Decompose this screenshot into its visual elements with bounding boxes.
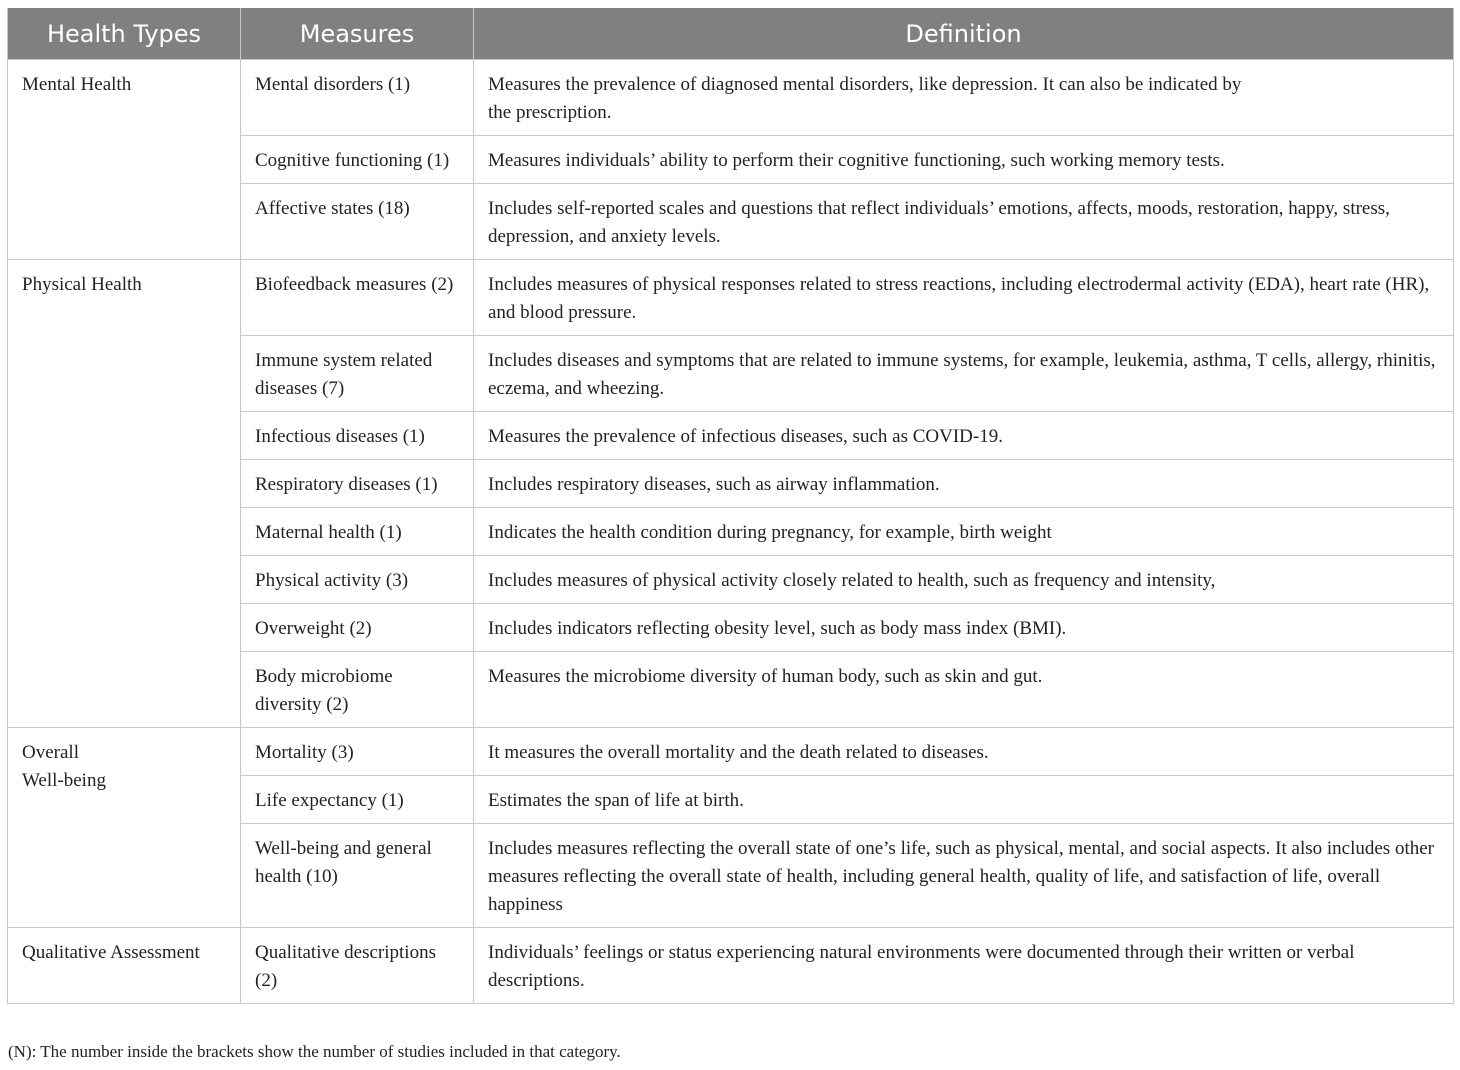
measure-cell: Immune system related diseases (7) bbox=[241, 336, 474, 412]
health-type-cell: Overall Well-being bbox=[8, 728, 241, 928]
measure-cell: Mortality (3) bbox=[241, 728, 474, 776]
measure-cell: Respiratory diseases (1) bbox=[241, 460, 474, 508]
table-footnote: (N): The number inside the brackets show the number of studies included in that category. bbox=[8, 1042, 621, 1061]
definition-cell: Measures the prevalence of diagnosed mental disorders, like depression. It can also be indicated by the prescription. bbox=[474, 60, 1454, 136]
definition-cell: Includes measures of physical activity closely related to health, such as frequency and intensity, bbox=[474, 556, 1454, 604]
table-body bbox=[8, 60, 1454, 1004]
definition-cell: Estimates the span of life at birth. bbox=[474, 776, 1454, 824]
measure-cell: Biofeedback measures (2) bbox=[241, 260, 474, 336]
health-measures-table bbox=[7, 8, 1454, 1004]
measure-cell: Maternal health (1) bbox=[241, 508, 474, 556]
table-row bbox=[8, 60, 1454, 136]
table-row bbox=[8, 260, 1454, 336]
definition-cell: Individuals’ feelings or status experiencing natural environments were documented through their written or verbal descriptions. bbox=[474, 928, 1454, 1004]
measure-cell: Physical activity (3) bbox=[241, 556, 474, 604]
definition-cell: Measures the microbiome diversity of human body, such as skin and gut. bbox=[474, 652, 1454, 728]
table-header bbox=[8, 8, 1454, 60]
measure-cell: Mental disorders (1) bbox=[241, 60, 474, 136]
health-type-cell: Physical Health bbox=[8, 260, 241, 728]
measure-cell: Well-being and general health (10) bbox=[241, 824, 474, 928]
definition-cell: Includes respiratory diseases, such as airway inflammation. bbox=[474, 460, 1454, 508]
header-row bbox=[8, 8, 1454, 60]
definition-cell: Includes diseases and symptoms that are related to immune systems, for example, leukemia, asthma, T cells, allergy, rhinitis, eczema, and wheezing. bbox=[474, 336, 1454, 412]
definition-cell: Indicates the health condition during pregnancy, for example, birth weight bbox=[474, 508, 1454, 556]
definition-cell: Includes measures reflecting the overall state of one’s life, such as physical, mental, and social aspects. It also includes other measures reflecting the overall state of health, including general health, quality of life, and satisfaction of life, overall happiness bbox=[474, 824, 1454, 928]
header-measures: Measures bbox=[241, 8, 474, 60]
measure-cell: Cognitive functioning (1) bbox=[241, 136, 474, 184]
table-row bbox=[8, 728, 1454, 776]
header-health-types: Health Types bbox=[8, 8, 241, 60]
health-type-cell: Qualitative Assessment bbox=[8, 928, 241, 1004]
definition-cell: Includes indicators reflecting obesity level, such as body mass index (BMI). bbox=[474, 604, 1454, 652]
definition-cell: Measures the prevalence of infectious diseases, such as COVID-19. bbox=[474, 412, 1454, 460]
measure-cell: Affective states (18) bbox=[241, 184, 474, 260]
health-type-cell: Mental Health bbox=[8, 60, 241, 260]
table-row bbox=[8, 928, 1454, 1004]
header-definition: Definition bbox=[474, 8, 1454, 60]
definition-cell: Measures individuals’ ability to perform their cognitive functioning, such working memory tests. bbox=[474, 136, 1454, 184]
definition-cell: It measures the overall mortality and the death related to diseases. bbox=[474, 728, 1454, 776]
measure-cell: Qualitative descriptions (2) bbox=[241, 928, 474, 1004]
measure-cell: Body microbiome diversity (2) bbox=[241, 652, 474, 728]
definition-cell: Includes self-reported scales and questions that reflect individuals’ emotions, affects, moods, restoration, happy, stress, depression, and anxiety levels. bbox=[474, 184, 1454, 260]
measure-cell: Infectious diseases (1) bbox=[241, 412, 474, 460]
health-measures-table-container bbox=[7, 8, 1453, 1004]
measure-cell: Life expectancy (1) bbox=[241, 776, 474, 824]
measure-cell: Overweight (2) bbox=[241, 604, 474, 652]
definition-cell: Includes measures of physical responses related to stress reactions, including electrodermal activity (EDA), heart rate (HR), and blood pressure. bbox=[474, 260, 1454, 336]
